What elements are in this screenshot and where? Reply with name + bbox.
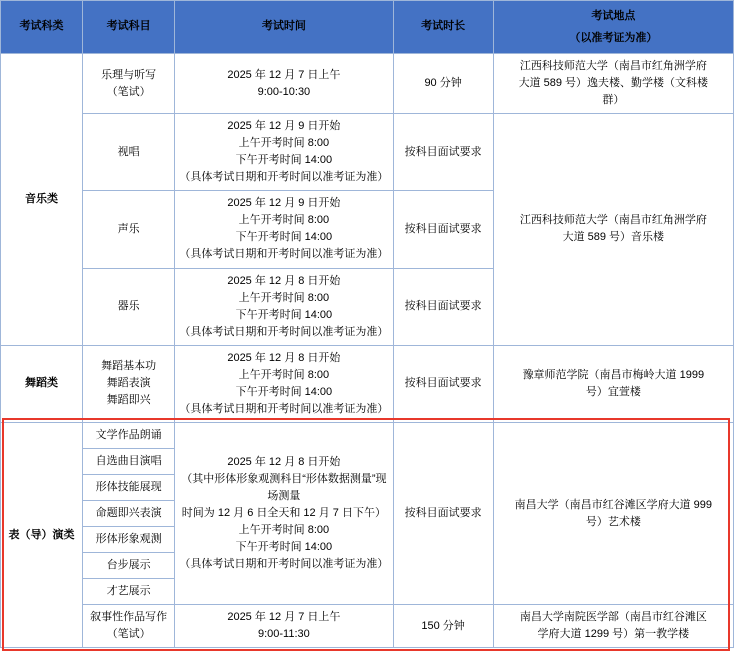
time-line: （具体考试日期和开考时间以准考证为准） [179,248,389,261]
table-row [1,54,734,114]
table-row [1,605,734,648]
time-line: 上午开考时间 8:00 [238,137,330,150]
row-subject: 视唱 [83,114,175,191]
location-line: 群） [602,94,625,107]
row-subject: 形体形象观测 [83,527,175,553]
row-subject: 台步展示 [83,553,175,579]
row-time [175,345,393,422]
table-body [1,54,734,648]
row-duration: 按科目面试要求 [393,268,493,345]
row-location [493,345,733,422]
table-row [1,422,734,448]
header-time: 考试时间 [175,1,393,54]
location-line: 南昌大学南院医学部（南昌市红谷滩区 [519,611,707,624]
time-line: 2025 年 12 月 9 日开始 [227,120,341,133]
row-subject: 文学作品朗诵 [83,422,175,448]
row-time [175,422,393,604]
location-line: 大道 589 号）逸夫楼、勤学楼（文科楼 [518,77,709,90]
row-location [493,114,733,346]
time-line: 下午开考时间 14:00 [235,385,333,398]
header-subject: 考试科目 [83,1,175,54]
row-subject: 声乐 [83,191,175,268]
header-category: 考试科类 [1,1,83,54]
row-location [493,422,733,604]
row-time [175,605,393,648]
row-time [175,191,393,268]
subject-line: 舞蹈即兴 [106,394,151,407]
row-time [175,54,393,114]
location-line: 豫章师范学院（南昌市梅岭大道 1999 [522,368,705,381]
time-line: 上午开考时间 8:00 [238,291,330,304]
time-line: 下午开考时间 14:00 [235,231,333,244]
time-line: （具体考试日期和开考时间以准考证为准） [179,402,389,415]
time-line: 时间为 12 月 6 日全天和 12 月 7 日下午） [181,507,386,520]
table-row [1,114,734,191]
location-line: 号）艺术楼 [585,515,641,528]
table-header [1,1,734,54]
row-subject: 自选曲目演唱 [83,448,175,474]
header-duration: 考试时长 [393,1,493,54]
header-location-line2: （以准考证为准） [569,32,658,44]
row-subject: 器乐 [83,268,175,345]
time-line: 上午开考时间 8:00 [238,214,330,227]
header-location [493,1,733,54]
row-duration: 按科目面试要求 [393,345,493,422]
row-subject: 命题即兴表演 [83,501,175,527]
time-line: 上午开考时间 8:00 [238,524,330,537]
location-line: 号）宜萱楼 [585,385,641,398]
row-subject: 形体技能展现 [83,474,175,500]
subject-line: 舞蹈表演 [106,377,151,390]
row-duration: 按科目面试要求 [393,191,493,268]
time-line: 2025 年 12 月 7 日上午 [227,68,341,81]
time-line: （具体考试日期和开考时间以准考证为准） [179,171,389,184]
table-row [1,345,734,422]
row-subject [83,54,175,114]
header-location-line1: 考试地点 [591,10,636,22]
time-line: 2025 年 12 月 8 日开始 [227,455,341,468]
table-header-row [1,1,734,54]
subject-line: （笔试） [106,85,151,98]
time-line: 9:00-11:30 [257,628,310,641]
time-line: 9:00-10:30 [257,85,311,98]
subject-line: 舞蹈基本功 [101,360,157,373]
location-line: 江西科技师范大学（南昌市红角洲学府 [519,60,707,72]
row-time [175,114,393,191]
row-subject: 才艺展示 [83,579,175,605]
row-category-dance: 舞蹈类 [1,345,83,422]
time-line: 上午开考时间 8:00 [238,368,330,381]
time-line: 2025 年 12 月 8 日开始 [227,274,341,287]
row-duration: 150 分钟 [393,605,493,648]
time-line: （具体考试日期和开考时间以准考证为准） [179,325,389,338]
time-line: 下午开考时间 14:00 [235,308,333,321]
row-location [493,54,733,114]
time-line: 2025 年 12 月 9 日开始 [227,197,341,210]
row-location [493,605,733,648]
location-line: 江西科技师范大学（南昌市红角洲学府 [519,214,707,227]
time-line: （其中形体形象观测科目“形体数据测量”现场测量 [181,472,387,502]
row-duration: 90 分钟 [393,54,493,114]
row-duration: 按科目面试要求 [393,114,493,191]
time-line: 2025 年 12 月 7 日上午 [227,611,341,624]
row-subject: 叙事性作品写作（笔试） [83,605,175,648]
location-line: 南昌大学（南昌市红谷滩区学府大道 999 [514,498,713,511]
row-subject [83,345,175,422]
location-line: 学府大道 1299 号）第一教学楼 [537,628,690,641]
time-line: 2025 年 12 月 8 日开始 [227,351,341,364]
row-duration: 按科目面试要求 [393,422,493,604]
row-category-music: 音乐类 [1,54,83,346]
location-line: 大道 589 号）音乐楼 [562,231,665,244]
row-category-performance: 表（导）演类 [1,422,83,647]
time-line: （具体考试日期和开考时间以准考证为准） [179,558,389,571]
time-line: 下午开考时间 14:00 [235,541,333,554]
row-time [175,268,393,345]
subject-line: 乐理与听写 [101,68,157,81]
time-line: 下午开考时间 14:00 [235,154,333,167]
